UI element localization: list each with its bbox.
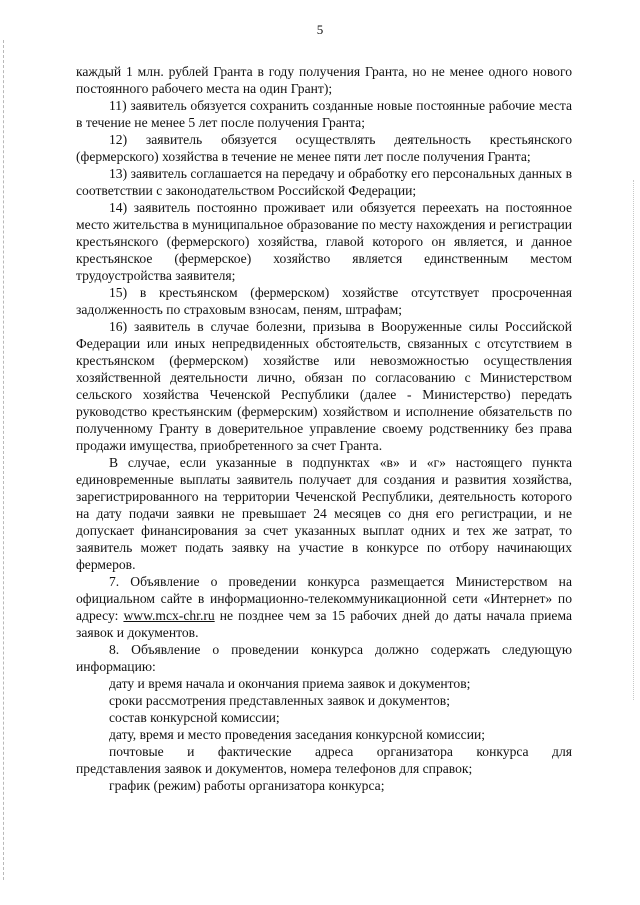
paragraph-item-15: 15) в крестьянском (фермерском) хозяйстве отсутствует просроченная задолженность по страховым взносам, пеням, штрафам; [76,285,572,317]
scan-edge-left [3,40,4,880]
paragraph-item-13: 13) заявитель соглашается на передачу и обработку его персональных данных в соответствии с законодательством Российской Федерации; [76,166,572,198]
paragraph-8: 8. Объявление о проведении конкурса должно содержать следующую информацию: [76,642,572,674]
paragraph-item-16: 16) заявитель в случае болезни, призыва в Вооруженные силы Российской Федерации или иных непредвиденных обстоятельств, связанных с отсутствием в крестьянском (фермерском) хозяйстве или невозможностью осуществления хозяйственной деятельности лично, обязан по согласованию с Министерством сельского хозяйства Чеченской Республики (далее - Министерство) передать руководство крестьянским (фермерским) хозяйством и исполнение обязательств по полученному Гранту в доверительное управление своему родственнику без права продажи имущества, приобретенного за счет Гранта. [76,319,572,453]
paragraph-item-12: 12) заявитель обязуется осуществлять деятельность крестьянского (фермерского) хозяйства в течение не менее пяти лет после получения Гранта; [76,132,572,164]
document-body [76,63,572,794]
list-item: сроки рассмотрения представленных заявок и документов; [109,693,450,708]
list-item-address-line-1: почтовые и фактические адреса организатора конкурса для [109,744,572,759]
paragraph-grant-conditions: В случае, если указанные в подпунктах «в» и «г» настоящего пункта единовременные выплаты заявитель получает для создания и развития хозяйства, зарегистрированного на территории Чеченской Республики, деятельность которого на дату подачи заявки не превышает 24 месяцев со дня его регистрации, и не допускает финансирования за счет указанных выплат одних и тех же затрат, то заявитель может подать заявку на участие в конкурсе по отбору начинающих фермеров. [76,455,572,572]
list-item-address-line-2: представления заявок и документов, номера телефонов для справок; [76,761,473,776]
website-link[interactable]: www.mcx-chr.ru [123,608,215,623]
paragraph-7 [76,573,572,641]
paragraph-continuation: каждый 1 млн. рублей Гранта в году получения Гранта, но не менее одного нового постоянного рабочего места на один Грант); [76,64,572,96]
list-item: дату, время и место проведения заседания конкурсной комиссии; [109,727,486,742]
page-number: 5 [316,22,324,37]
list-item-schedule: график (режим) работы организатора конкурса; [109,778,385,793]
scan-edge-right [633,180,634,700]
list-item: состав конкурсной комиссии; [109,710,280,725]
paragraph-7-text-before: 7. Объявление о проведении конкурса размещается Министерством на официальном сайте в информационно-телекоммуникационной сети «Интернет» по адресу: [76,574,572,623]
paragraph-item-14: 14) заявитель постоянно проживает или обязуется переехать на постоянное место жительства в муниципальное образование по месту нахождения и регистрации крестьянского (фермерского) хозяйства, главой которого он является, и данное крестьянское (фермерское) хозяйство является единственным местом трудоустройства заявителя; [76,200,572,283]
list-item: дату и время начала и окончания приема заявок и документов; [109,676,471,691]
paragraph-item-11: 11) заявитель обязуется сохранить созданные новые постоянные рабочие места в течение не менее 5 лет после получения Гранта; [76,98,572,130]
paragraph-7-text-after: не позднее чем за 15 рабочих дней до даты начала приема заявок и документов. [76,608,572,640]
